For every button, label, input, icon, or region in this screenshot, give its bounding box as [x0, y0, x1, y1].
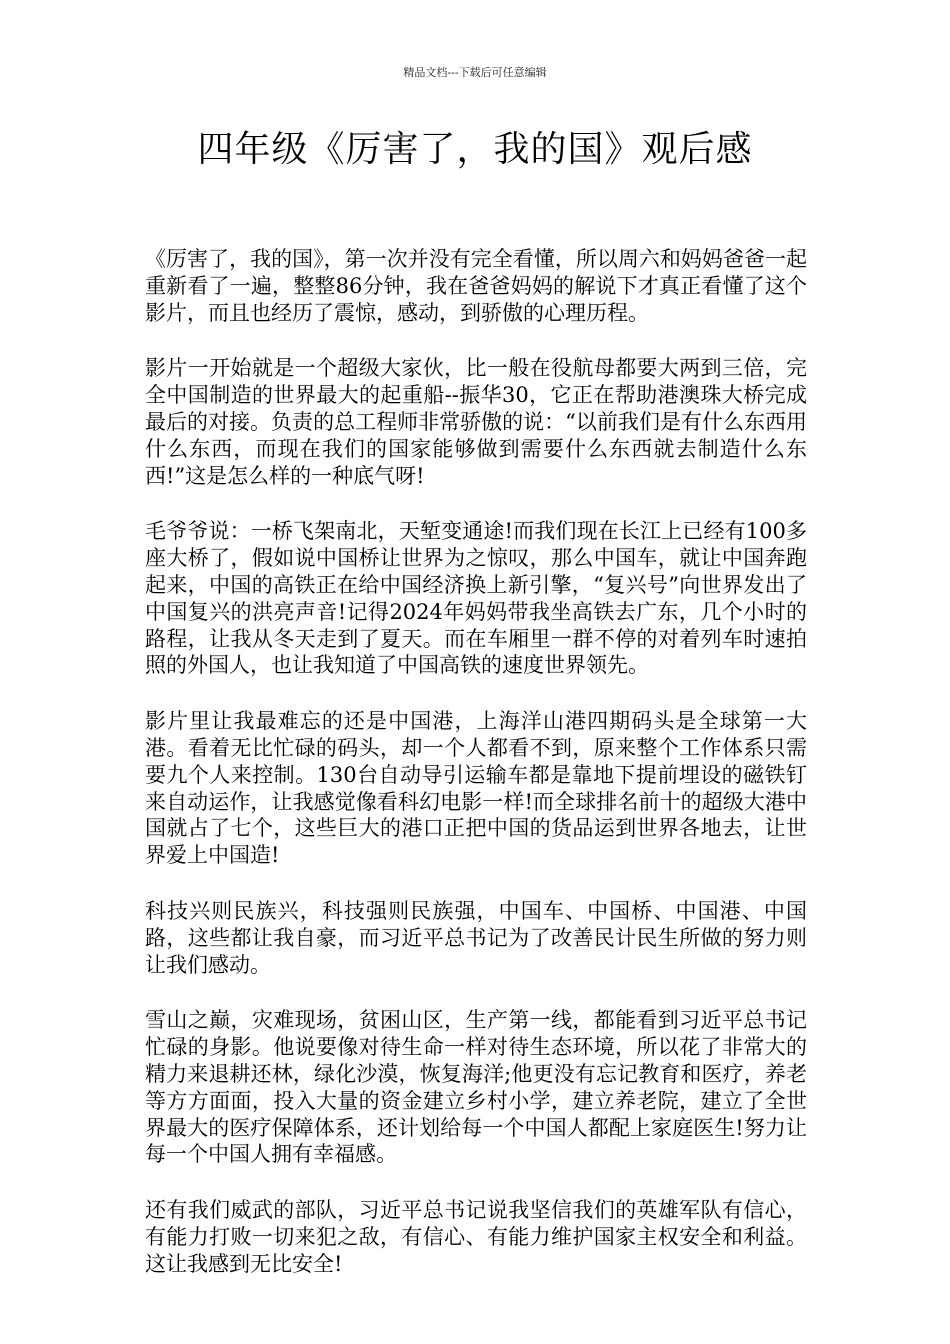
- document-body: [145, 246, 807, 1307]
- paragraph: 雪山之巅，灾难现场，贫困山区，生产第一线，都能看到习近平总书记忙碌的身影。他说要像对待生命一样对待生态环境，所以花了非常大的精力来退耕还林，绿化沙漠，恢复海洋;他更没有忘记教育和医疗，养老等方方面面，投入大量的资金建立乡村小学，建立养老院，建立了全世界最大的医疗保障体系，还计划给每一个中国人都配上家庭医生!努力让每一个中国人拥有幸福感。: [145, 1008, 807, 1167]
- paragraph: 影片一开始就是一个超级大家伙，比一般在役航母都要大两到三倍，完全中国制造的世界最大的起重船--振华30，它正在帮助港澳珠大桥完成最后的对接。负责的总工程师非常骄傲的说：“以前我们是有什么东西用什么东西，而现在我们的国家能够做到需要什么东西就去制造什么东西!”这是怎么样的一种底气呀!: [145, 356, 807, 488]
- paragraph: 影片里让我最难忘的还是中国港，上海洋山港四期码头是全球第一大港。看着无比忙碌的码头，却一个人都看不到，原来整个工作体系只需要九个人来控制。130台自动导引运输车都是靠地下提前埋设的磁铁钉来自动运作，让我感觉像看科幻电影一样!而全球排名前十的超级大港中国就占了七个，这些巨大的港口正把中国的货品运到世界各地去，让世界爱上中国造!: [145, 709, 807, 868]
- paragraph: 科技兴则民族兴，科技强则民族强，中国车、中国桥、中国港、中国路，这些都让我自豪，而习近平总书记为了改善民计民生所做的努力则让我们感动。: [145, 898, 807, 977]
- document-title: 四年级《厉害了，我的国》观后感: [197, 129, 753, 170]
- header-note: 精品文档---下载后可任意编辑: [403, 66, 547, 79]
- paragraph: 毛爷爷说：一桥飞架南北，天堑变通途!而我们现在长江上已经有100多座大桥了，假如说中国桥让世界为之惊叹，那么中国车，就让中国奔跑起来，中国的高铁正在给中国经济换上新引擎，“复兴号”向世界发出了中国复兴的洪亮声音!记得2024年妈妈带我坐高铁去广东，几个小时的路程，让我从冬天走到了夏天。而在车厢里一群不停的对着列车时速拍照的外国人，也让我知道了中国高铁的速度世界领先。: [145, 519, 807, 678]
- paragraph: 《厉害了，我的国》，第一次并没有完全看懂，所以周六和妈妈爸爸一起重新看了一遍，整整86分钟，我在爸爸妈妈的解说下才真正看懂了这个影片，而且也经历了震惊，感动，到骄傲的心理历程。: [145, 247, 807, 325]
- paragraph: 还有我们威武的部队，习近平总书记说我坚信我们的英雄军队有信心，有能力打败一切来犯之敌，有信心、有能力维护国家主权安全和利益。这让我感到无比安全!: [145, 1198, 807, 1276]
